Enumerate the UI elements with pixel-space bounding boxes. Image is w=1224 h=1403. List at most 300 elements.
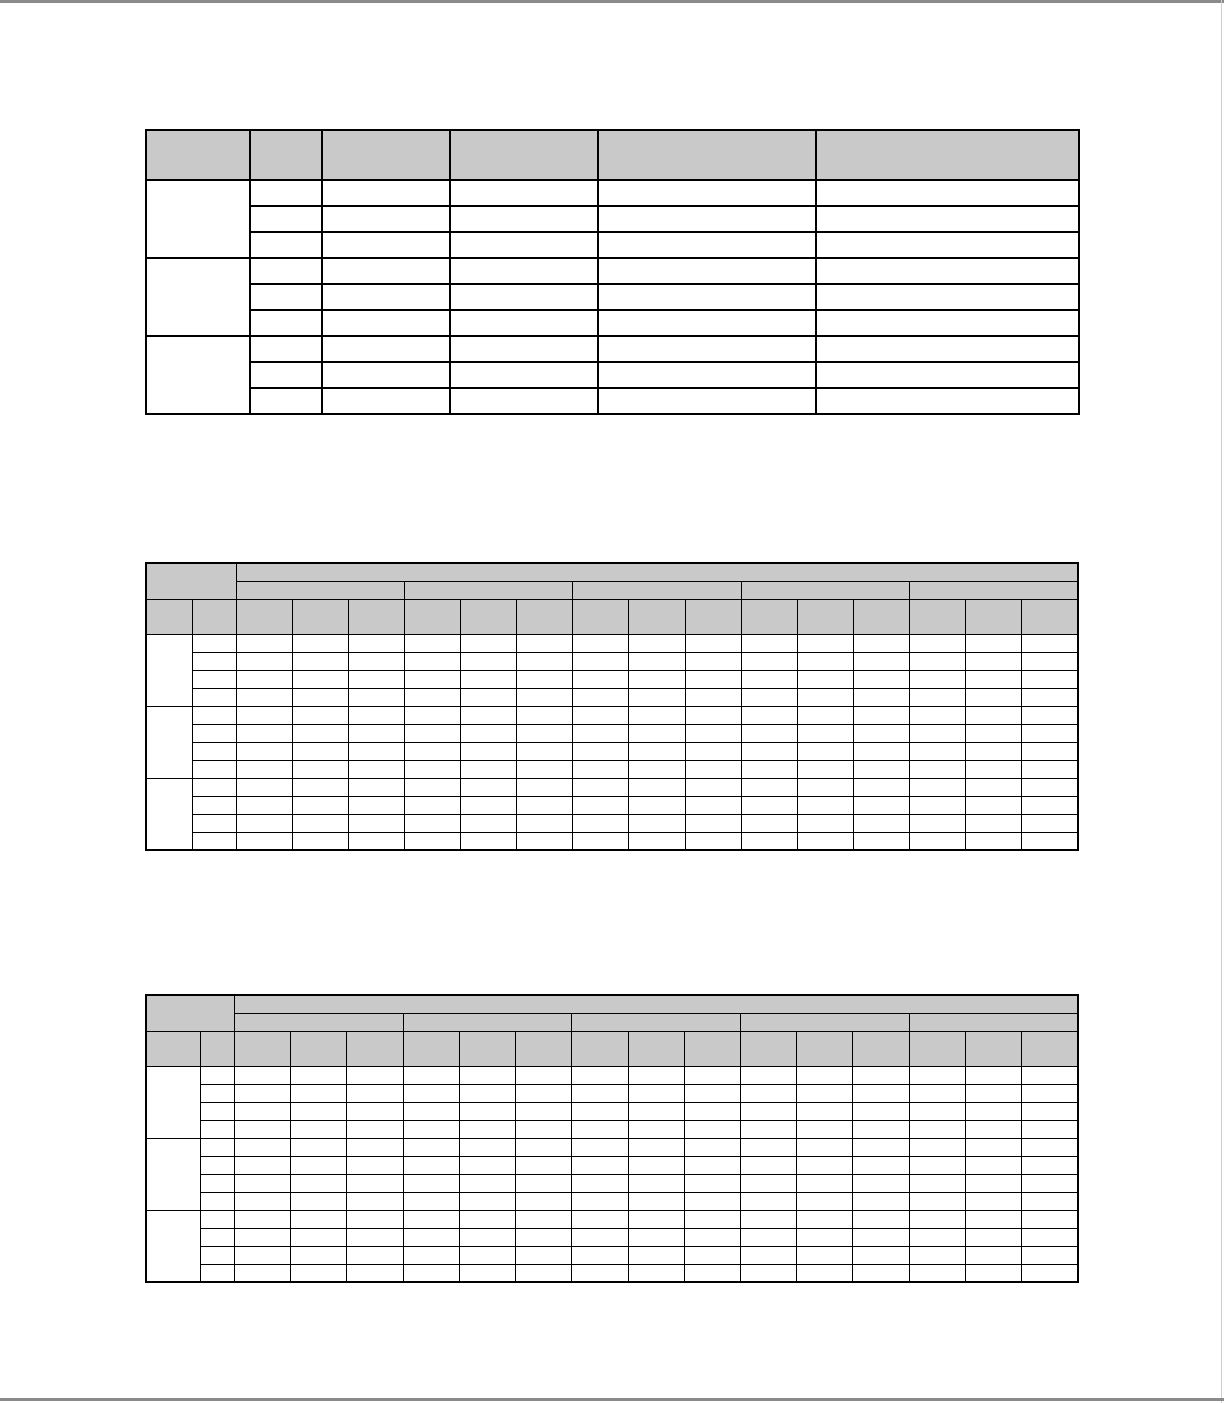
table-cell — [816, 180, 1079, 206]
column-header — [1022, 599, 1078, 634]
table-cell — [797, 1102, 853, 1120]
table-cell — [459, 1228, 515, 1246]
table-cell — [572, 1138, 628, 1156]
table-cell — [629, 706, 685, 724]
column-header — [965, 1031, 1021, 1066]
table-cell — [348, 832, 404, 850]
table-row — [146, 1192, 1078, 1210]
table-cell — [236, 832, 292, 850]
table-cell — [853, 742, 909, 760]
table-cell — [234, 1102, 290, 1120]
table-cell — [192, 634, 236, 652]
table-cell — [909, 1228, 965, 1246]
table-cell — [572, 1156, 628, 1174]
table-cell — [250, 258, 322, 284]
table-cell — [909, 1120, 965, 1138]
table-cell — [348, 760, 404, 778]
table-cell — [1022, 1120, 1078, 1138]
table-cell — [347, 1120, 403, 1138]
table-cell — [1022, 1138, 1078, 1156]
table-cell — [461, 688, 517, 706]
table-cell — [684, 1066, 740, 1084]
column-header — [291, 1031, 347, 1066]
column-header — [322, 130, 450, 180]
table-cell — [573, 688, 629, 706]
table-cell — [250, 336, 322, 362]
table-cell — [1022, 1192, 1078, 1210]
table-cell — [1022, 1102, 1078, 1120]
table-cell — [628, 1102, 684, 1120]
column-header — [146, 599, 192, 634]
table-cell — [461, 724, 517, 742]
column-group-header — [573, 581, 741, 599]
table-cell — [909, 688, 965, 706]
table-cell — [291, 1084, 347, 1102]
table-cell — [797, 1156, 853, 1174]
table-cell — [405, 724, 461, 742]
column-header — [966, 599, 1022, 634]
column-header — [797, 1031, 853, 1066]
table-cell — [291, 1174, 347, 1192]
table-cell — [685, 742, 741, 760]
table-cell — [347, 1156, 403, 1174]
table-cell — [685, 670, 741, 688]
column-header — [459, 1031, 515, 1066]
table-cell — [234, 1138, 290, 1156]
table-cell — [348, 706, 404, 724]
table-row — [146, 796, 1078, 814]
table-cell — [684, 1084, 740, 1102]
table-cell — [461, 706, 517, 724]
column-header — [684, 1031, 740, 1066]
table-cell — [909, 1156, 965, 1174]
column-span-header — [234, 995, 1078, 1013]
table-cell — [236, 652, 292, 670]
table-cell — [405, 814, 461, 832]
table-cell — [292, 688, 348, 706]
table-row — [146, 760, 1078, 778]
table-cell — [250, 232, 322, 258]
table-cell — [403, 1174, 459, 1192]
table-cell — [459, 1192, 515, 1210]
table-cell — [450, 336, 598, 362]
table-cell — [459, 1156, 515, 1174]
group-label — [146, 1138, 200, 1210]
table-cell — [629, 796, 685, 814]
table-cell — [1022, 670, 1078, 688]
table-cell — [517, 688, 573, 706]
table-cell — [403, 1246, 459, 1264]
table-cell — [628, 1120, 684, 1138]
table-row — [146, 1120, 1078, 1138]
table-cell — [236, 778, 292, 796]
table-row — [146, 1264, 1078, 1282]
table-row — [146, 284, 1079, 310]
table-cell — [236, 688, 292, 706]
table-cell — [516, 1228, 572, 1246]
table-cell — [459, 1264, 515, 1282]
table-cell — [1022, 778, 1078, 796]
table-cell — [966, 652, 1022, 670]
table-cell — [684, 1246, 740, 1264]
column-header — [347, 1031, 403, 1066]
table-cell — [909, 1084, 965, 1102]
table-cell — [292, 670, 348, 688]
table-cell — [628, 1228, 684, 1246]
table-cell — [192, 742, 236, 760]
table-cell — [853, 1174, 909, 1192]
table-cell — [573, 778, 629, 796]
table-cell — [1022, 1156, 1078, 1174]
table-cell — [517, 670, 573, 688]
table-cell — [234, 1084, 290, 1102]
table-cell — [234, 1210, 290, 1228]
table-cell — [966, 778, 1022, 796]
table-cell — [405, 688, 461, 706]
table-cell — [403, 1120, 459, 1138]
column-header — [234, 1031, 290, 1066]
table-cell — [629, 688, 685, 706]
table-cell — [628, 1066, 684, 1084]
table-cell — [965, 1174, 1021, 1192]
table-cell — [909, 670, 965, 688]
table-cell — [572, 1246, 628, 1264]
column-header — [740, 1031, 796, 1066]
table-cell — [629, 832, 685, 850]
table-cell — [598, 388, 816, 414]
table-cell — [740, 1156, 796, 1174]
table-cell — [403, 1228, 459, 1246]
column-group-header — [236, 581, 404, 599]
table-cell — [965, 1246, 1021, 1264]
table-cell — [192, 814, 236, 832]
table-cell — [234, 1264, 290, 1282]
column-group-header — [234, 1013, 403, 1031]
page-right-edge — [1221, 0, 1222, 1403]
column-header — [250, 130, 322, 180]
table-cell — [405, 742, 461, 760]
table-cell — [322, 336, 450, 362]
table-cell — [461, 760, 517, 778]
table-cell — [200, 1066, 234, 1084]
table-cell — [741, 652, 797, 670]
table-cell — [517, 742, 573, 760]
table-cell — [797, 1138, 853, 1156]
table-cell — [1022, 688, 1078, 706]
table-cell — [459, 1138, 515, 1156]
table-cell — [461, 832, 517, 850]
table-cell — [797, 1120, 853, 1138]
table-cell — [685, 760, 741, 778]
table-cell — [909, 1264, 965, 1282]
table-header-row — [146, 581, 1078, 599]
table-cell — [684, 1192, 740, 1210]
table-cell — [797, 688, 853, 706]
table-cell — [598, 284, 816, 310]
page-bottom-rule — [0, 1398, 1224, 1401]
table-cell — [598, 336, 816, 362]
table-cell — [517, 796, 573, 814]
table-cell — [322, 180, 450, 206]
column-header — [629, 599, 685, 634]
table-cell — [573, 760, 629, 778]
table-cell — [740, 1066, 796, 1084]
table-cell — [461, 670, 517, 688]
table-cell — [797, 1264, 853, 1282]
table-row — [146, 724, 1078, 742]
column-header — [598, 130, 816, 180]
table-cell — [1022, 1210, 1078, 1228]
table-cell — [292, 814, 348, 832]
table-row — [146, 388, 1079, 414]
table-cell — [403, 1192, 459, 1210]
table-cell — [200, 1120, 234, 1138]
table-cell — [797, 634, 853, 652]
table-row — [146, 1102, 1078, 1120]
column-header — [797, 599, 853, 634]
table-cell — [236, 724, 292, 742]
table-row — [146, 814, 1078, 832]
table-cell — [684, 1138, 740, 1156]
table-cell — [572, 1228, 628, 1246]
column-header — [292, 599, 348, 634]
table-cell — [816, 232, 1079, 258]
table-cell — [234, 1066, 290, 1084]
table-cell — [741, 634, 797, 652]
table-cell — [234, 1120, 290, 1138]
table-row — [146, 742, 1078, 760]
table-cell — [628, 1192, 684, 1210]
table-cell — [292, 724, 348, 742]
table-cell — [797, 1192, 853, 1210]
table-cell — [322, 310, 450, 336]
table-cell — [740, 1192, 796, 1210]
table-cell — [572, 1102, 628, 1120]
table-cell — [292, 706, 348, 724]
table-cell — [909, 1102, 965, 1120]
table-cell — [684, 1120, 740, 1138]
table-cell — [291, 1120, 347, 1138]
table-cell — [517, 778, 573, 796]
table-cell — [459, 1066, 515, 1084]
table-cell — [573, 832, 629, 850]
column-header — [628, 1031, 684, 1066]
table-cell — [909, 1246, 965, 1264]
table-cell — [740, 1174, 796, 1192]
table-cell — [459, 1102, 515, 1120]
table-cell — [347, 1084, 403, 1102]
table-cell — [348, 670, 404, 688]
table-cell — [461, 652, 517, 670]
table-cell — [797, 760, 853, 778]
table-cell — [909, 724, 965, 742]
table-cell — [461, 778, 517, 796]
table-cell — [192, 796, 236, 814]
corner-header — [146, 995, 234, 1031]
table-cell — [450, 388, 598, 414]
table-cell — [853, 652, 909, 670]
table-cell — [797, 1084, 853, 1102]
table-cell — [628, 1174, 684, 1192]
table-row — [146, 688, 1078, 706]
table-cell — [797, 814, 853, 832]
table-cell — [573, 724, 629, 742]
table-cell — [741, 706, 797, 724]
table-cell — [572, 1120, 628, 1138]
table-cell — [450, 232, 598, 258]
table-cell — [516, 1084, 572, 1102]
table-cell — [741, 814, 797, 832]
table-cell — [853, 1102, 909, 1120]
table-cell — [461, 796, 517, 814]
group-label — [146, 336, 250, 414]
table-cell — [797, 652, 853, 670]
column-header — [816, 130, 1079, 180]
table-row — [146, 652, 1078, 670]
table-header-row — [146, 130, 1079, 180]
table-cell — [572, 1084, 628, 1102]
table-cell — [853, 634, 909, 652]
table-cell — [516, 1138, 572, 1156]
table-cell — [685, 796, 741, 814]
table-row — [146, 778, 1078, 796]
table-cell — [741, 670, 797, 688]
table-row — [146, 1138, 1078, 1156]
table-cell — [192, 670, 236, 688]
column-header — [403, 1031, 459, 1066]
table-cell — [405, 796, 461, 814]
table-cell — [348, 688, 404, 706]
table-cell — [450, 362, 598, 388]
table-cell — [1022, 814, 1078, 832]
table-cell — [628, 1138, 684, 1156]
detail-table-b — [145, 994, 1079, 1283]
table-cell — [740, 1084, 796, 1102]
table-cell — [740, 1264, 796, 1282]
table-cell — [517, 760, 573, 778]
table-cell — [405, 832, 461, 850]
column-header — [853, 599, 909, 634]
table-cell — [348, 652, 404, 670]
table-cell — [909, 652, 965, 670]
table-cell — [965, 1120, 1021, 1138]
table-cell — [797, 1246, 853, 1264]
table-cell — [853, 796, 909, 814]
table-cell — [347, 1192, 403, 1210]
table-cell — [405, 670, 461, 688]
table-cell — [740, 1228, 796, 1246]
table-cell — [628, 1264, 684, 1282]
table-cell — [909, 706, 965, 724]
table-cell — [740, 1246, 796, 1264]
group-label — [146, 634, 192, 706]
table-cell — [628, 1156, 684, 1174]
table-cell — [322, 362, 450, 388]
table-cell — [628, 1084, 684, 1102]
table-row — [146, 1084, 1078, 1102]
column-header — [236, 599, 292, 634]
table-cell — [909, 634, 965, 652]
table-cell — [348, 778, 404, 796]
table-cell — [250, 388, 322, 414]
table-cell — [200, 1174, 234, 1192]
table-cell — [292, 778, 348, 796]
column-header — [348, 599, 404, 634]
table-cell — [236, 742, 292, 760]
table-cell — [250, 180, 322, 206]
column-header — [146, 1031, 200, 1066]
table-cell — [200, 1210, 234, 1228]
table-cell — [909, 742, 965, 760]
table-cell — [685, 778, 741, 796]
table-cell — [853, 724, 909, 742]
table-cell — [1022, 1228, 1078, 1246]
table-cell — [1022, 1066, 1078, 1084]
table-cell — [853, 688, 909, 706]
table-cell — [853, 1084, 909, 1102]
table-cell — [459, 1084, 515, 1102]
table-cell — [853, 1192, 909, 1210]
table-cell — [517, 706, 573, 724]
table-cell — [853, 1246, 909, 1264]
table-cell — [405, 778, 461, 796]
table-cell — [853, 1156, 909, 1174]
table-cell — [405, 634, 461, 652]
table-cell — [909, 1192, 965, 1210]
column-header — [572, 1031, 628, 1066]
table-cell — [322, 206, 450, 232]
table-row — [146, 634, 1078, 652]
group-label — [146, 778, 192, 850]
column-header — [405, 599, 461, 634]
table-cell — [572, 1210, 628, 1228]
column-group-header — [403, 1013, 572, 1031]
table-cell — [684, 1210, 740, 1228]
column-span-header — [236, 563, 1078, 581]
table-cell — [909, 796, 965, 814]
column-header — [200, 1031, 234, 1066]
table-cell — [797, 778, 853, 796]
column-header — [685, 599, 741, 634]
table-cell — [909, 760, 965, 778]
table-cell — [816, 362, 1079, 388]
column-header — [461, 599, 517, 634]
table-cell — [598, 206, 816, 232]
table-cell — [1022, 1084, 1078, 1102]
table-cell — [598, 232, 816, 258]
table-cell — [740, 1210, 796, 1228]
table-cell — [234, 1174, 290, 1192]
table-cell — [816, 310, 1079, 336]
table-cell — [965, 1156, 1021, 1174]
table-cell — [741, 796, 797, 814]
table-cell — [629, 634, 685, 652]
table-cell — [405, 760, 461, 778]
table-cell — [347, 1264, 403, 1282]
table-cell — [629, 724, 685, 742]
table-cell — [629, 670, 685, 688]
table-cell — [965, 1084, 1021, 1102]
table-cell — [909, 1138, 965, 1156]
table-header-row — [146, 1031, 1078, 1066]
table-body — [146, 1066, 1078, 1282]
column-header — [573, 599, 629, 634]
column-header — [516, 1031, 572, 1066]
table-cell — [291, 1264, 347, 1282]
table-cell — [250, 362, 322, 388]
table-cell — [965, 1264, 1021, 1282]
table-cell — [853, 814, 909, 832]
